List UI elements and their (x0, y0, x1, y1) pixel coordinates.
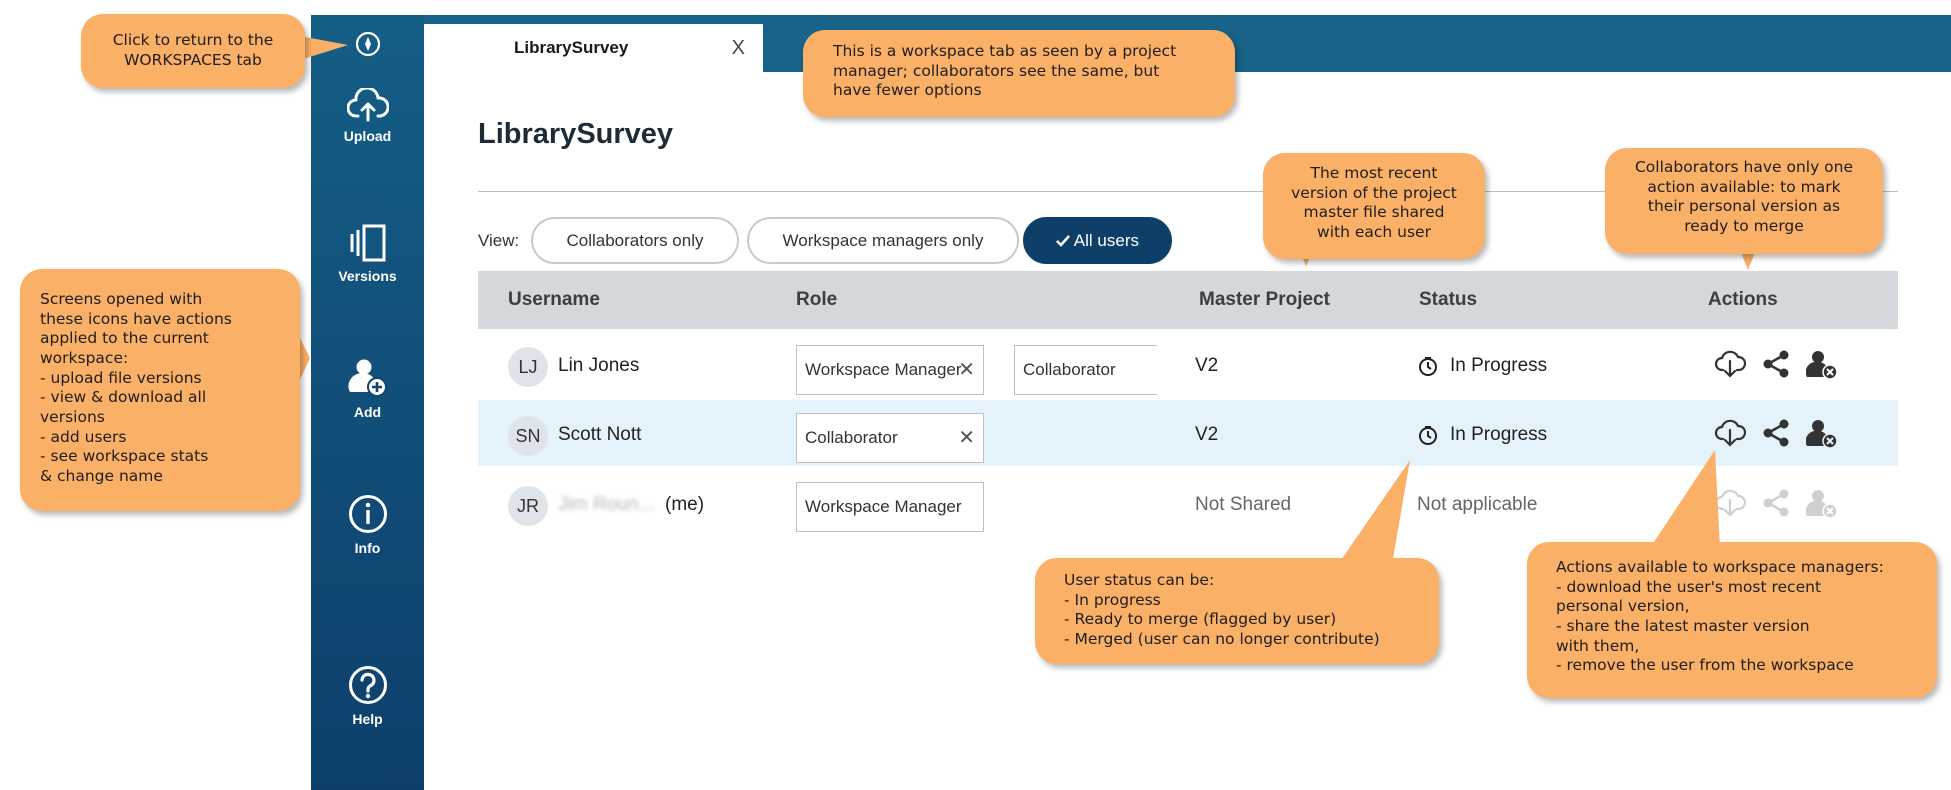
column-header-actions: Actions (1708, 289, 1778, 310)
sidebar-item-label: Upload (343, 128, 392, 144)
user-status: In Progress (1450, 355, 1548, 376)
view-label: View: (478, 231, 520, 250)
user-status: In Progress (1450, 424, 1548, 445)
tab-close-button[interactable]: X (731, 37, 745, 59)
filter-label: Collaborators only (566, 231, 704, 250)
sidebar-item-label: Info (354, 540, 381, 556)
pointer-workspaces (300, 36, 348, 60)
avatar: LJ (508, 347, 548, 387)
remove-role-icon[interactable]: ✕ (958, 427, 975, 449)
filter-label: All users (1073, 231, 1139, 250)
sidebar-item-label: Help (352, 711, 383, 727)
pointer-actions (1650, 450, 1720, 548)
sidebar-item-label: Versions (338, 268, 397, 284)
current-user-marker: (me) (665, 494, 705, 515)
role-tag-label: Workspace Manager (805, 360, 962, 379)
role-tag-label: Collaborator (805, 428, 898, 447)
tab-title: LibrarySurvey (514, 38, 629, 57)
filter-label: Workspace managers only (782, 231, 984, 250)
master-project-version: V2 (1195, 424, 1219, 445)
callout-tab: This is a workspace tab as seen by a project manager; collaborators see the same, but have fewer options (803, 30, 1235, 117)
username: Scott Nott (558, 424, 642, 445)
role-input-value: Collaborator (1023, 360, 1116, 379)
callout-actions: Actions available to workspace managers: - download the user's most recent personal version, - share the latest master version with them, - remove the user from the workspace (1527, 542, 1937, 698)
callout-user-status: User status can be: - In progress - Ready to merge (flagged by user) - Merged (user can no longer contribute) (1035, 558, 1439, 664)
master-project-version: Not Shared (1195, 494, 1292, 515)
callout-collaborators: Collaborators have only one action available: to mark their personal version as ready to merge (1605, 148, 1883, 254)
column-header-role[interactable]: Role (796, 289, 838, 310)
column-header-master-project[interactable]: Master Project (1199, 289, 1330, 310)
username: Lin Jones (558, 355, 640, 376)
role-tag-label: Workspace Manager (805, 497, 962, 516)
user-status: Not applicable (1417, 494, 1538, 515)
remove-role-icon[interactable]: ✕ (958, 359, 975, 381)
callout-screens: Screens opened with these icons have actions applied to the current workspace: - upload file versions - view & download all versions - add users - see workspace stats & change name (20, 269, 300, 511)
avatar: JR (508, 486, 548, 526)
column-header-username[interactable]: Username (508, 289, 600, 310)
callout-workspaces: Click to return to the WORKSPACES tab (81, 14, 305, 88)
sidebar-item-label: Add (353, 404, 382, 420)
username: Jim Roun... (558, 494, 655, 515)
column-header-status[interactable]: Status (1419, 289, 1478, 310)
master-project-version: V2 (1195, 355, 1219, 376)
avatar: SN (508, 416, 548, 456)
page-title: LibrarySurvey (478, 118, 674, 150)
callout-master-project: The most recent version of the project master file shared with each user (1263, 153, 1485, 259)
